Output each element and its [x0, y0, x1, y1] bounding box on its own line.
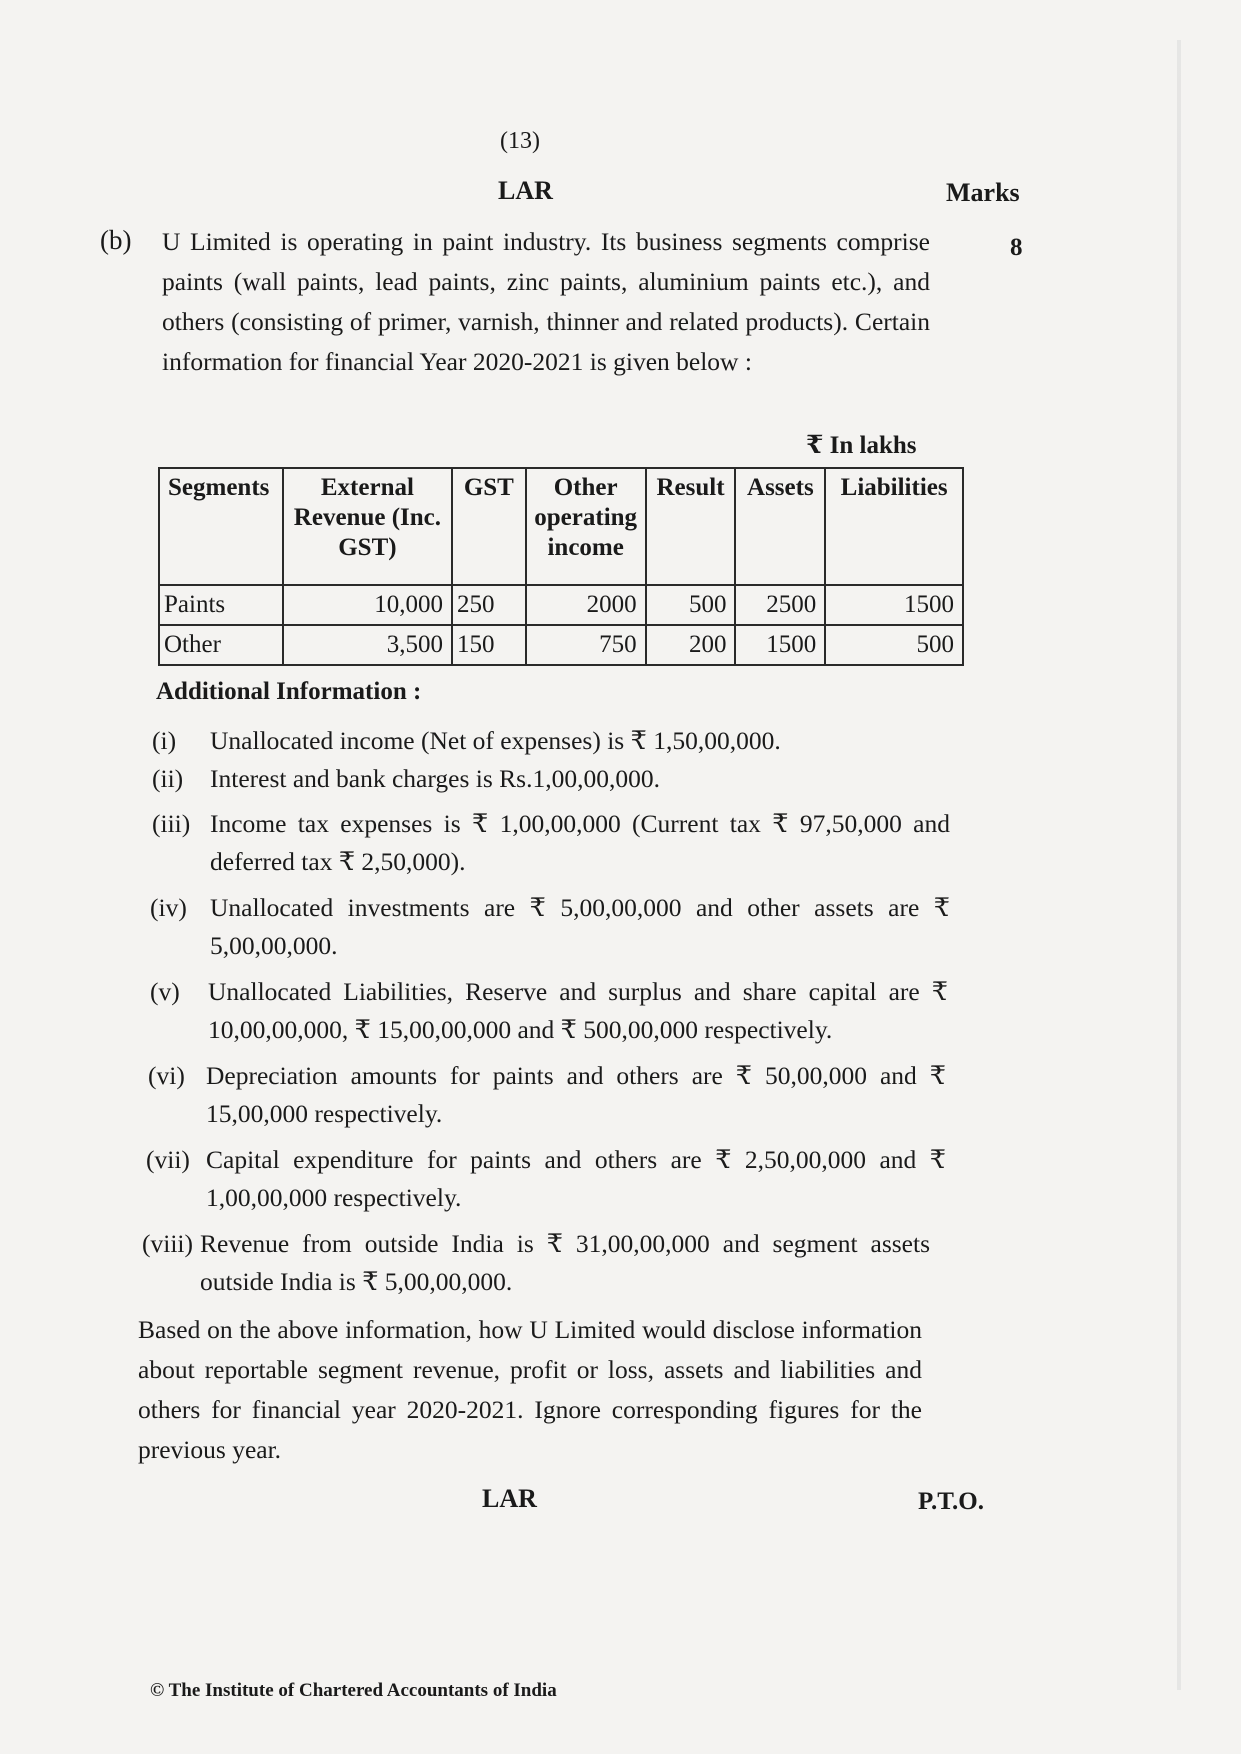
table-cell: 200: [646, 625, 736, 665]
table-header-cell: Result: [646, 468, 736, 585]
table-row: [159, 585, 963, 625]
table-cell: 750: [526, 625, 646, 665]
list-item-text: Depreciation amounts for paints and others are ₹ 50,00,000 and ₹ 15,00,000 respectively.: [206, 1061, 946, 1128]
table-cell: 2500: [735, 585, 825, 625]
table-cell: 3,500: [283, 625, 452, 665]
question-label: (b): [100, 225, 132, 255]
table-header-row: [159, 468, 963, 585]
table-cell: 250: [452, 585, 526, 625]
list-item-number: (v): [150, 977, 180, 1006]
list-item-number: (iii): [152, 809, 191, 838]
list-item-number: (vii): [146, 1145, 190, 1174]
table-cell: 500: [825, 625, 963, 665]
paper-code-footer: LAR: [482, 1484, 537, 1513]
question-marks: 8: [1010, 234, 1023, 261]
table-row: [159, 625, 963, 665]
table-unit-label: ₹ In lakhs: [806, 432, 917, 459]
table-header-cell: External Revenue (Inc. GST): [283, 468, 452, 585]
list-item-text: Unallocated investments are ₹ 5,00,00,000 and other assets are ₹ 5,00,00,000.: [210, 893, 950, 960]
closing-question: Based on the above information, how U Limited would disclose information about reportable segment revenue, profit or loss, assets and liabilities and others for financial year 2020-2021. Ignore corresponding figures for the previous year.: [138, 1315, 922, 1464]
copyright-notice: © The Institute of Chartered Accountants of India: [150, 1680, 557, 1701]
list-item-text: Interest and bank charges is Rs.1,00,00,000.: [210, 764, 660, 793]
list-item-number: (vi): [148, 1061, 185, 1090]
table-cell: 2000: [526, 585, 646, 625]
table-cell: 500: [646, 585, 736, 625]
table-cell: 150: [452, 625, 526, 665]
list-item-number: (iv): [150, 893, 187, 922]
list-item-text: Unallocated income (Net of expenses) is ₹ 1,50,00,000.: [210, 726, 781, 755]
page-edge-shadow: [1177, 40, 1181, 1690]
paper-code-header: LAR: [498, 176, 553, 205]
table-header-cell: GST: [452, 468, 526, 585]
table-cell: Other: [159, 625, 283, 665]
list-item-number: (viii): [142, 1229, 193, 1258]
list-item-text: Revenue from outside India is ₹ 31,00,00,000 and segment assets outside India is ₹ 5,00,00,000.: [200, 1229, 930, 1296]
list-item-text: Income tax expenses is ₹ 1,00,00,000 (Current tax ₹ 97,50,000 and deferred tax ₹ 2,50,000).: [210, 809, 950, 876]
list-item-number: (i): [152, 726, 177, 755]
additional-info-title: Additional Information :: [156, 678, 422, 705]
list-item-number: (ii): [152, 764, 184, 793]
table-header-cell: Segments: [159, 468, 283, 585]
list-item-text: Capital expenditure for paints and others are ₹ 2,50,00,000 and ₹ 1,00,00,000 respectively.: [206, 1145, 946, 1212]
table-cell: 1500: [735, 625, 825, 665]
table-header-cell: Liabilities: [825, 468, 963, 585]
marks-column-label: Marks: [946, 178, 1020, 207]
list-item-text: Unallocated Liabilities, Reserve and surplus and share capital are ₹ 10,00,00,000, ₹ 15,00,00,000 and ₹ 500,00,000 respectively.: [208, 977, 948, 1044]
table-cell: 10,000: [283, 585, 452, 625]
table-header-cell: Assets: [735, 468, 825, 585]
pto-label: P.T.O.: [918, 1488, 984, 1515]
question-intro: U Limited is operating in paint industry. Its business segments comprise paints (wall paints, lead paints, zinc paints, aluminium paints etc.), and others (consisting of primer, varnish, thinner and related products). Certain information for financial Year 2020-2021 is given below :: [162, 227, 930, 376]
table-cell: Paints: [159, 585, 283, 625]
table-header-cell: Other operating income: [526, 468, 646, 585]
table-cell: 1500: [825, 585, 963, 625]
page-number: (13): [500, 128, 540, 154]
segment-table: [158, 467, 964, 666]
